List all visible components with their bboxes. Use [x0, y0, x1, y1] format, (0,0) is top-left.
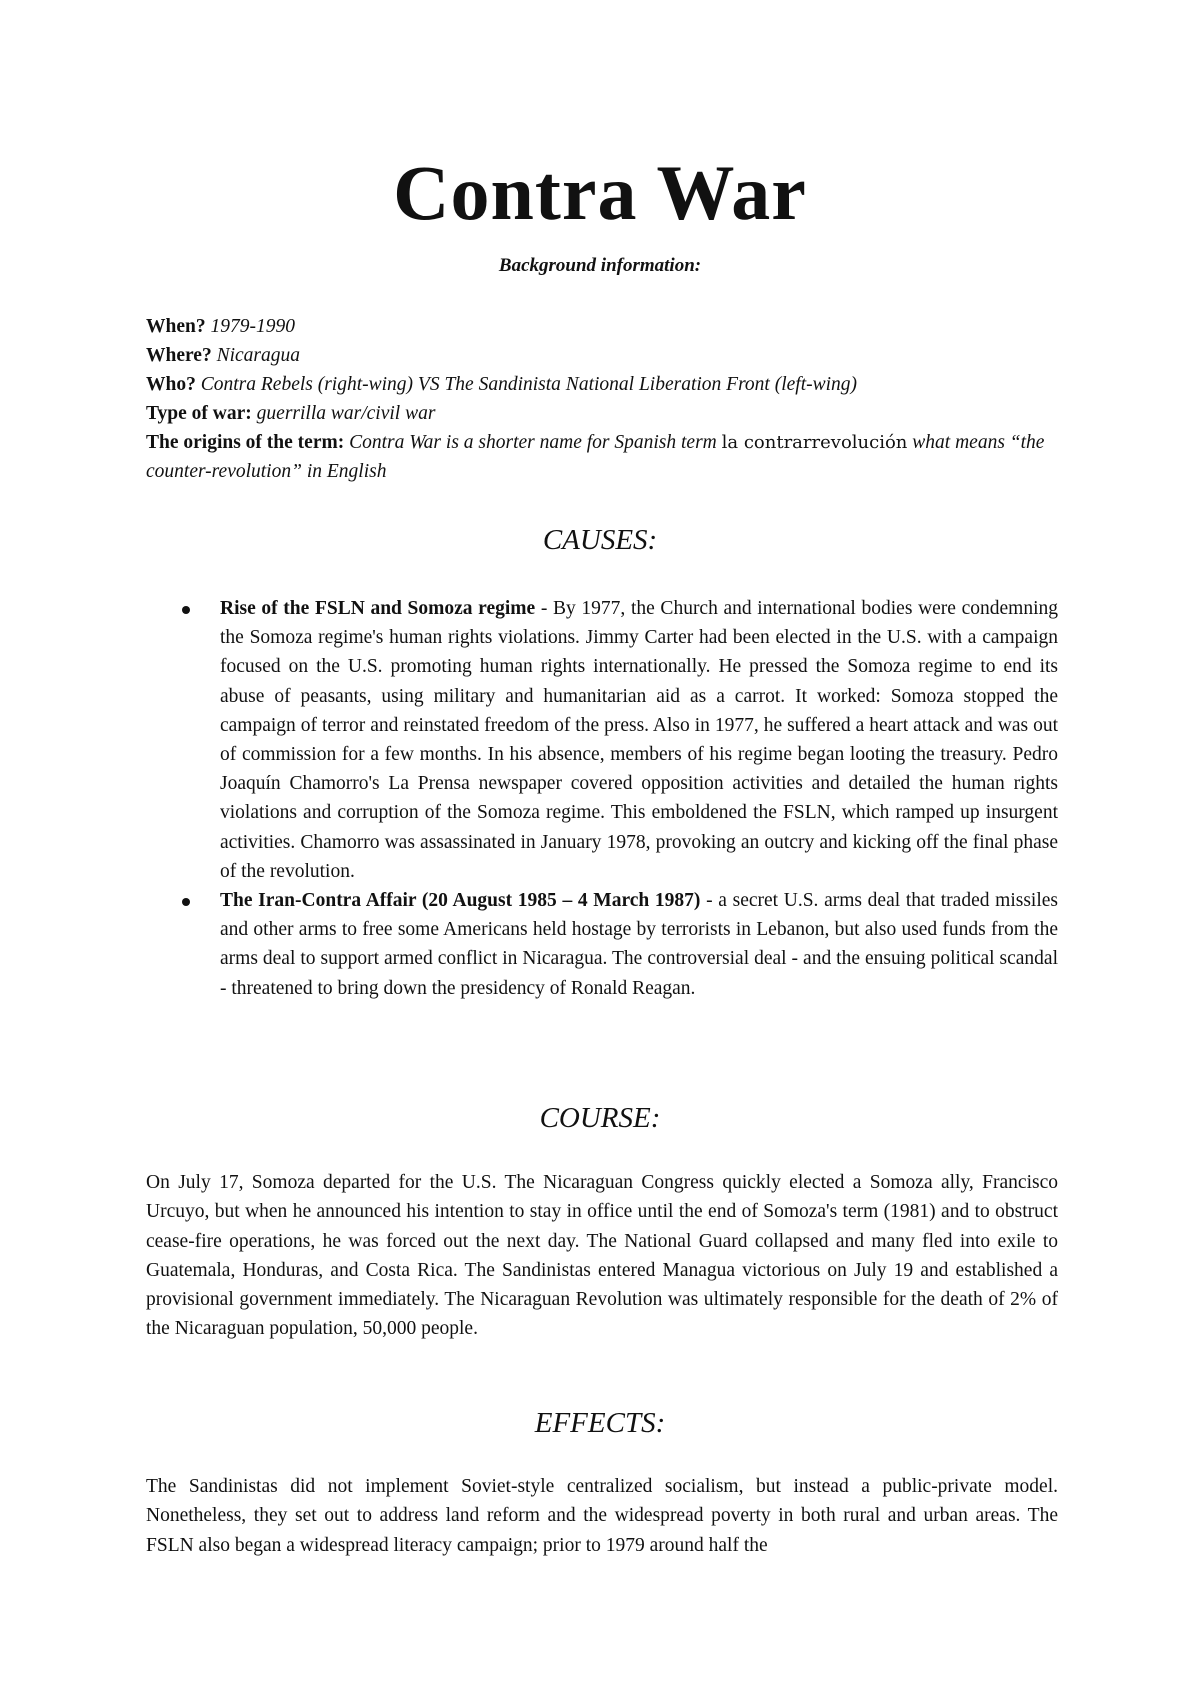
effects-paragraph: The Sandinistas did not implement Soviet-style centralized socialism, but instead a public-private model. Nonetheless, they set out to address land reform and the widespread poverty in both rural and urban areas. The FSLN also began a widespread literacy campaign; prior to 1979 around half the	[146, 1476, 1058, 1556]
background-info	[146, 312, 1058, 486]
info-origins-value-2: what means “the counter-revolution” in English	[146, 432, 1045, 482]
list-item	[146, 886, 1058, 1003]
info-when-label: When?	[146, 316, 206, 337]
info-when	[146, 312, 1058, 341]
info-origins-term: la contrarrevolución	[721, 432, 908, 453]
cause-title: Rise of the FSLN and Somoza regime	[220, 598, 536, 619]
info-type	[146, 399, 1058, 428]
effects-heading: EFFECTS:	[534, 1407, 666, 1439]
info-type-value: guerrilla war/civil war	[256, 403, 436, 424]
info-type-label: Type of war:	[146, 403, 252, 424]
info-where-label: Where?	[146, 345, 212, 366]
causes-list	[146, 594, 1058, 1003]
course-paragraph: On July 17, Somoza departed for the U.S. The Nicaraguan Congress quickly elected a Somoza ally, Francisco Urcuyo, but when he announced his intention to stay in office until the end of Somoza's term (1981) and to obstruct cease-fire operations, he was forced out the next day. The National Guard collapsed and many fled into exile to Guatemala, Honduras, and Costa Rica. The Sandinistas entered Managua victorious on July 19 and established a provisional government immediately. The Nicaraguan Revolution was ultimately responsible for the death of 2% of the Nicaraguan population, 50,000 people.	[146, 1172, 1058, 1340]
cause-title: The Iran-Contra Affair (20 August 1985 – 4 March 1987)	[220, 890, 701, 912]
info-origins-value-1: Contra War is a shorter name for Spanish term	[349, 432, 717, 453]
info-where	[146, 341, 1058, 370]
list-item	[146, 594, 1058, 886]
info-origins	[146, 428, 1058, 486]
info-where-value: Nicaragua	[216, 345, 301, 366]
document-title: Contra War	[393, 149, 807, 236]
bullet-icon	[182, 898, 190, 906]
causes-heading: CAUSES:	[542, 524, 658, 556]
info-who-value: Contra Rebels (right-wing) VS The Sandinista National Liberation Front (left-wing)	[200, 374, 858, 395]
info-who-label: Who?	[146, 374, 196, 395]
info-when-value: 1979-1990	[210, 316, 295, 337]
info-who	[146, 370, 1058, 399]
info-origins-label: The origins of the term:	[146, 432, 345, 453]
cause-text: - a secret U.S. arms deal that traded missiles and other arms to free some Americans held hostage by terrorists in Lebanon, but also used funds from the arms deal to support armed conflict in Nicaragua. The controversial deal - and the ensuing political scandal - threatened to bring down the presidency of Ronald Reagan.	[220, 890, 1058, 999]
cause-text: - By 1977, the Church and international bodies were condemning the Somoza regime's human rights violations. Jimmy Carter had been elected in the U.S. with a campaign focused on the U.S. promoting human rights internationally. He pressed the Somoza regime to end its abuse of peasants, using military and humanitarian aid as a carrot. It worked: Somoza stopped the campaign of terror and reinstated freedom of the press. Also in 1977, he suffered a heart attack and was out of commission for a few months. In his absence, members of his regime began looting the treasury. Pedro Joaquín Chamorro's La Prensa newspaper covered opposition activities and detailed the human rights violations and corruption of the Somoza regime. This emboldened the FSLN, which ramped up insurgent activities. Chamorro was assassinated in January 1978, provoking an outcry and kicking off the final phase of the revolution.	[220, 598, 1058, 882]
document-subtitle: Background information:	[498, 255, 702, 276]
course-heading: COURSE:	[539, 1102, 661, 1134]
bullet-icon	[182, 606, 190, 614]
